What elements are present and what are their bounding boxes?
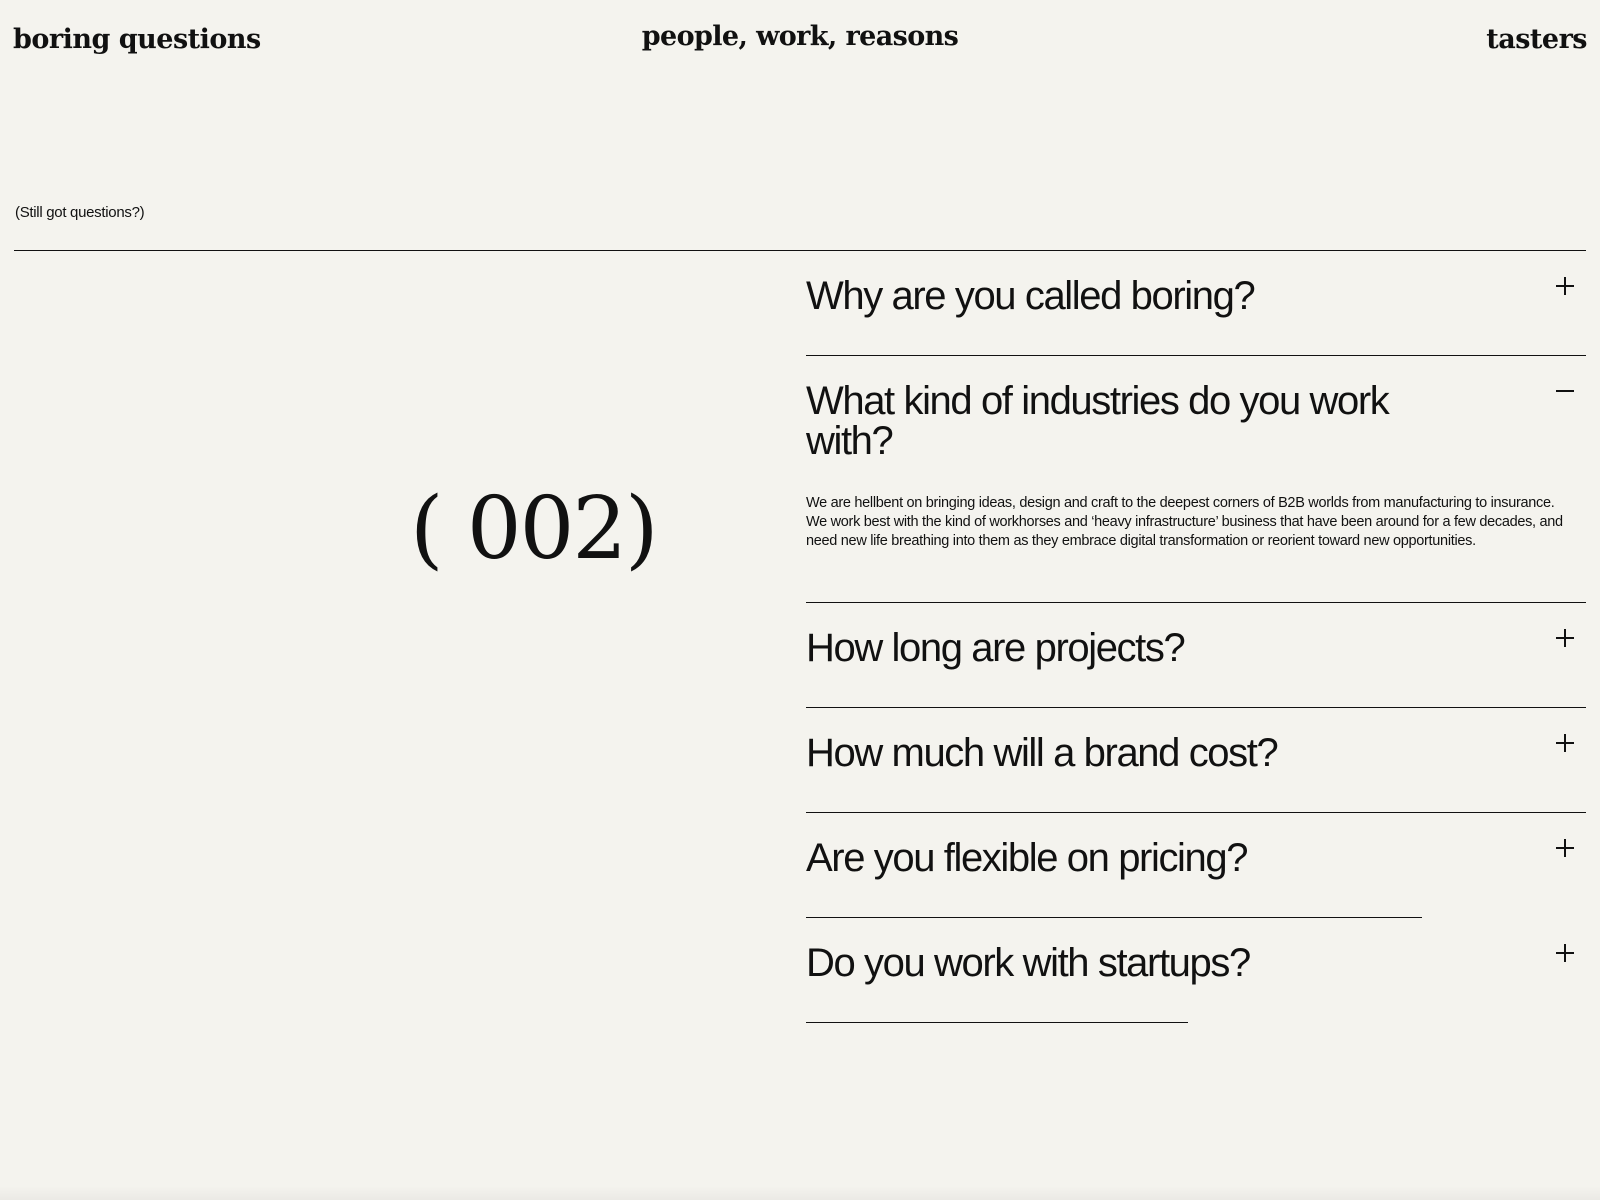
main-nav (0, 21, 1600, 52)
nav-link-tasters[interactable]: tasters (1486, 24, 1587, 55)
nav-link-people-work-reasons[interactable]: people, work, reasons (641, 21, 959, 52)
plus-icon[interactable] (1556, 734, 1574, 752)
faq-item[interactable] (806, 708, 1586, 813)
faq-question[interactable]: Are you flexible on pricing? (806, 836, 1248, 880)
faq-question[interactable]: How long are projects? (806, 626, 1185, 670)
faq-question[interactable]: Why are you called boring? (806, 274, 1255, 318)
faq-item[interactable] (806, 813, 1586, 918)
page-bottom-edge (0, 1186, 1600, 1200)
plus-icon[interactable] (1556, 629, 1574, 647)
faq-item[interactable] (806, 251, 1586, 356)
minus-icon[interactable] (1556, 382, 1574, 400)
faq-question[interactable]: How much will a brand cost? (806, 731, 1278, 775)
faq-answer: We are hellbent on bringing ideas, design and craft to the deepest corners of B2B worlds from manufacturing to insurance. We work best with the kind of workhorses and ‘heavy infrastructure’ business that have been around for a few decades, and need new life breathing into them as they embrace digital transformation or reorient toward new opportunities. (806, 495, 1563, 549)
faq-list (806, 251, 1586, 1023)
faq-question[interactable]: Do you work with startups? (806, 941, 1250, 985)
faq-item[interactable] (806, 603, 1586, 708)
faq-divider (806, 1022, 1188, 1023)
site-header (0, 0, 1600, 90)
logo[interactable]: boring questions (13, 24, 261, 55)
plus-icon[interactable] (1556, 944, 1574, 962)
faq-question[interactable]: What kind of industries do you work with? (806, 379, 1389, 463)
plus-icon[interactable] (1556, 277, 1574, 295)
faq-item-expanded[interactable] (806, 356, 1586, 603)
faq-item[interactable] (806, 918, 1586, 1023)
faq-counter: ( 002) (410, 479, 657, 579)
plus-icon[interactable] (1556, 839, 1574, 857)
section-label: (Still got questions?) (15, 204, 145, 221)
